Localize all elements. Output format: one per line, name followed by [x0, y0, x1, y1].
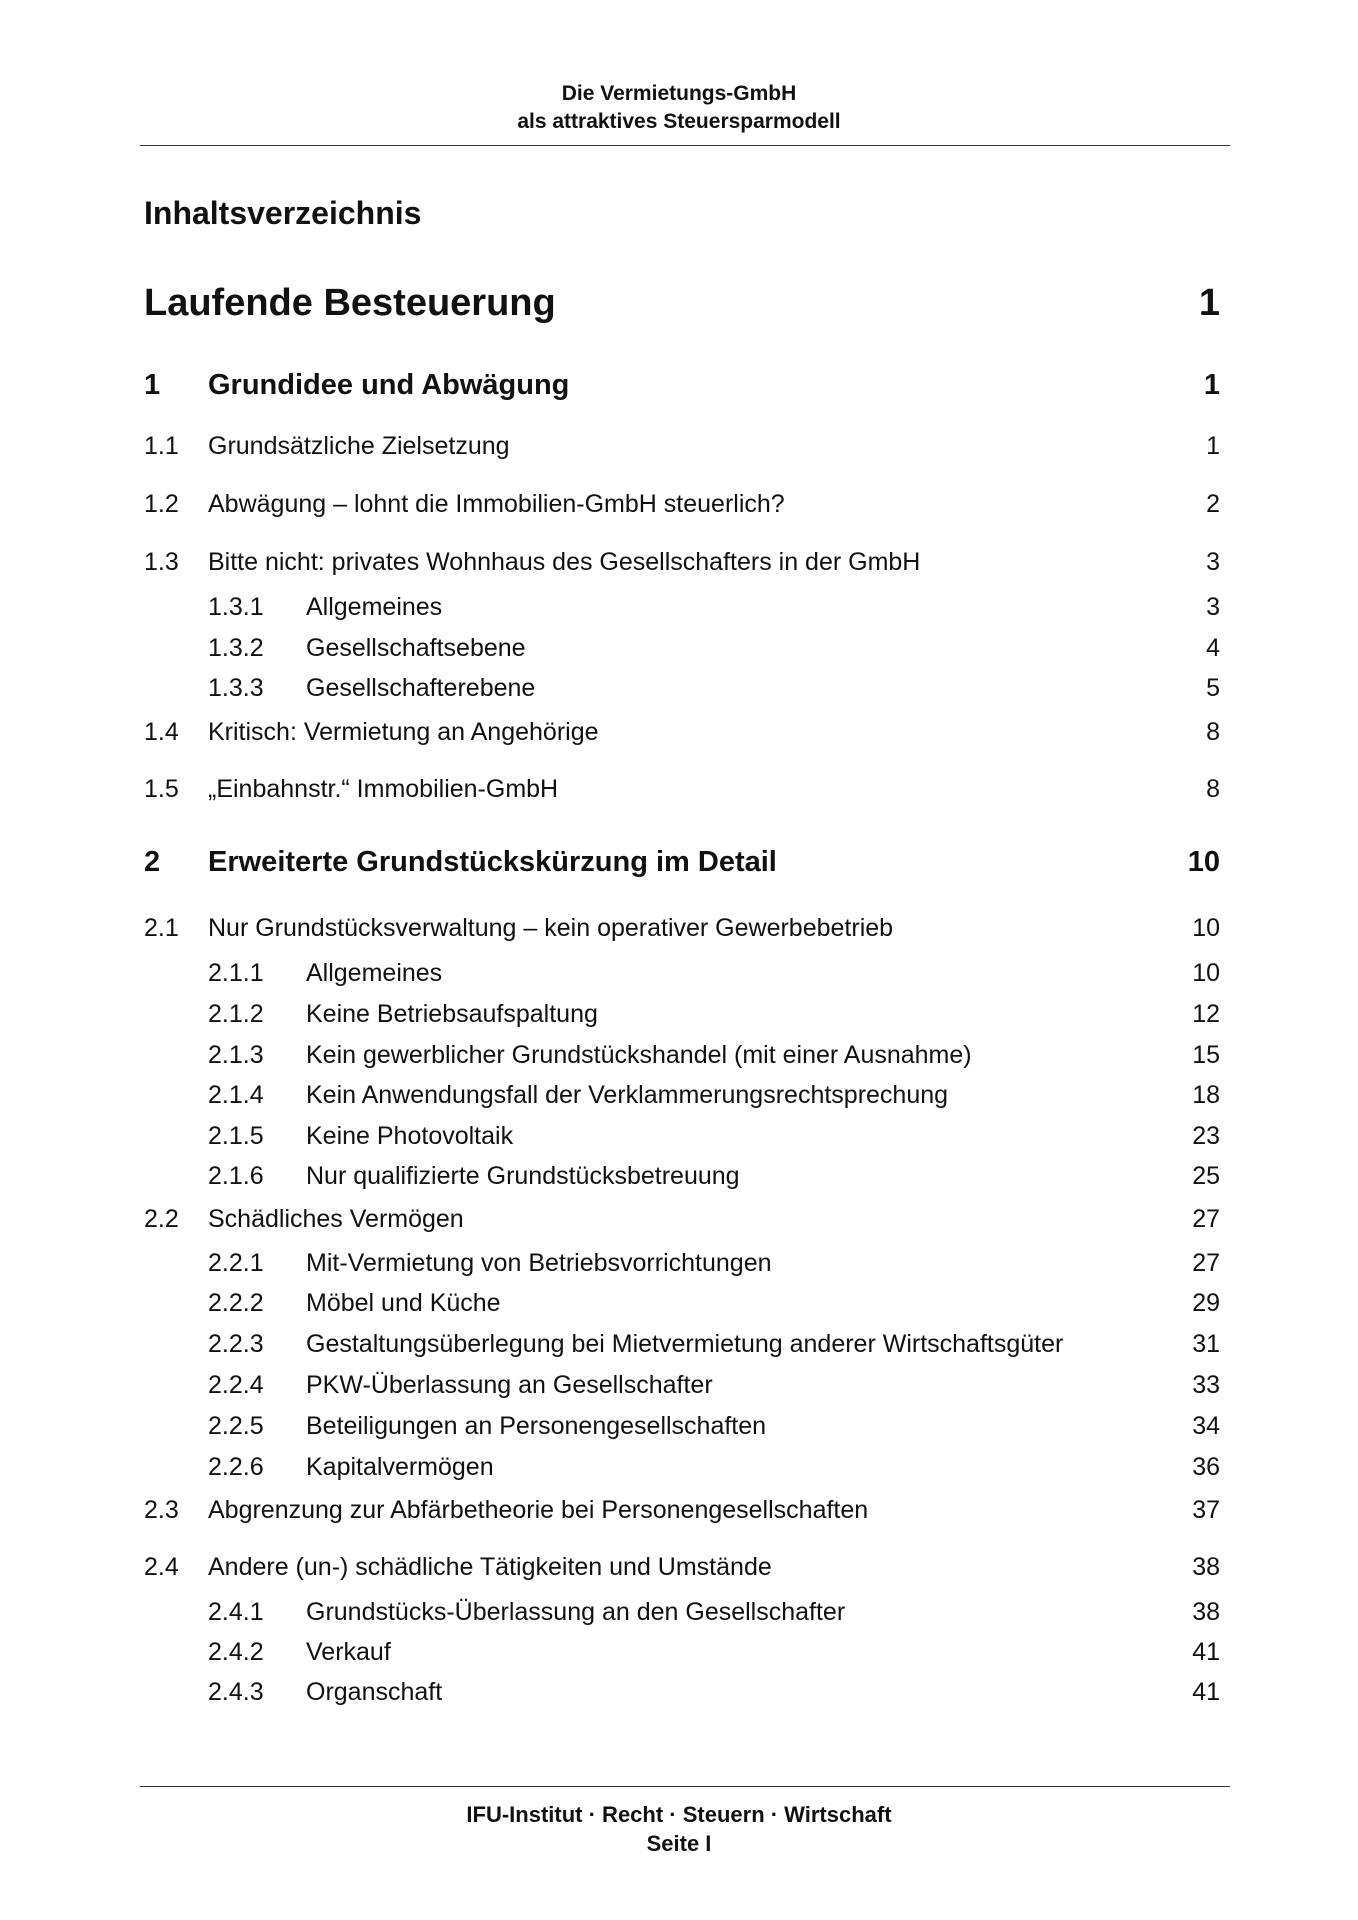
toc-entry-title: Organschaft	[306, 1678, 443, 1706]
toc-entry-2-3[interactable]	[144, 1494, 1220, 1534]
toc-entry-num: 2	[144, 846, 161, 878]
toc-entry-title: Grundstücks-Überlassung an den Gesellschafter	[306, 1598, 846, 1626]
toc-entry-page: 36	[1192, 1453, 1220, 1481]
toc-entry-page: 10	[1192, 914, 1220, 942]
toc-entry-page: 27	[1192, 1205, 1220, 1233]
toc-part-entry[interactable]	[144, 280, 1220, 324]
toc-entry-2-1-5[interactable]	[144, 1120, 1220, 1160]
toc-entry-page: 3	[1206, 548, 1220, 576]
toc-entry-page: 37	[1192, 1496, 1220, 1524]
toc-entry-title: Mit-Vermietung von Betriebsvorrichtungen	[306, 1249, 772, 1277]
toc-entry-num: 1.2	[144, 490, 179, 518]
toc-entry-title: Gesellschaftsebene	[306, 634, 526, 662]
toc-entry-title: Verkauf	[306, 1638, 391, 1666]
toc-entry-2-2[interactable]	[144, 1203, 1220, 1243]
toc-entry-page: 1	[1206, 432, 1220, 460]
toc-entry-num: 1.3.2	[208, 634, 264, 662]
toc-entry-title: Gestaltungsüberlegung bei Mietvermietung anderer Wirtschaftsgüter	[306, 1330, 1064, 1358]
toc-entry-num: 2.2.4	[208, 1371, 264, 1399]
toc-entry-page: 5	[1206, 674, 1220, 702]
toc-entry-title: Beteiligungen an Personengesellschaften	[306, 1412, 767, 1440]
toc-entry-page: 10	[1187, 846, 1220, 878]
toc-entry-title: PKW-Überlassung an Gesellschafter	[306, 1371, 713, 1399]
toc-entry-page: 10	[1192, 959, 1220, 987]
toc-entry-num: 2.4	[144, 1553, 179, 1581]
toc-entry-title: Keine Photovoltaik	[306, 1122, 514, 1150]
toc-entry-1-3-1[interactable]	[144, 591, 1220, 631]
footer-institute: IFU-Institut · Recht · Steuern · Wirtschaft	[466, 1802, 892, 1827]
toc-entry-2-2-5[interactable]	[144, 1410, 1220, 1450]
toc-entry-title: Grundsätzliche Zielsetzung	[208, 432, 510, 460]
toc-entry-num: 2.2.1	[208, 1249, 264, 1277]
toc-entry-2-4[interactable]	[144, 1551, 1220, 1591]
toc-entry-2-4-1[interactable]	[144, 1596, 1220, 1636]
toc-entry-page: 38	[1192, 1553, 1220, 1581]
toc-entry-page: 15	[1192, 1041, 1220, 1069]
toc-entry-num: 1.1	[144, 432, 179, 460]
toc-entry-num: 2.4.3	[208, 1678, 264, 1706]
toc-entry-num: 1.3.1	[208, 593, 264, 621]
toc-entry-num: 1.4	[144, 718, 179, 746]
toc-entry-1-3[interactable]	[144, 546, 1220, 586]
toc-entry-page: 33	[1192, 1371, 1220, 1399]
toc-entry-2-1-1[interactable]	[144, 957, 1220, 997]
toc-entry-2-1-3[interactable]	[144, 1039, 1220, 1079]
toc-entry-num: 2.2.3	[208, 1330, 264, 1358]
toc-entry-num: 2.1.1	[208, 959, 264, 987]
toc-entry-1-2[interactable]	[144, 488, 1220, 528]
toc-entry-num: 2.1.5	[208, 1122, 264, 1150]
toc-part-title: Laufende Besteuerung	[144, 282, 556, 324]
toc-entry-title: Abwägung – lohnt die Immobilien-GmbH steuerlich?	[208, 490, 785, 518]
toc-entry-page: 12	[1192, 1000, 1220, 1028]
toc-entry-title: Kein Anwendungsfall der Verklammerungsrechtsprechung	[306, 1081, 949, 1109]
toc-entry-num: 2.2.6	[208, 1453, 264, 1481]
toc-entry-1-3-2[interactable]	[144, 632, 1220, 672]
toc-entry-page: 2	[1206, 490, 1220, 518]
toc-entry-2-2-1[interactable]	[144, 1247, 1220, 1287]
toc-entry-2-2-3[interactable]	[144, 1328, 1220, 1368]
toc-entry-num: 2.2.2	[208, 1289, 264, 1317]
toc-entry-title: Nur Grundstücksverwaltung – kein operativer Gewerbebetrieb	[208, 914, 894, 942]
running-header	[0, 80, 1358, 136]
toc-entry-num: 2.3	[144, 1496, 179, 1524]
toc-entry-title: Nur qualifizierte Grundstücksbetreuung	[306, 1162, 740, 1190]
toc-part-page: 1	[1198, 282, 1220, 324]
toc-entry-num: 1.5	[144, 775, 179, 803]
header-title: Die Vermietungs-GmbH	[561, 82, 797, 105]
toc-entry-1[interactable]	[144, 367, 1220, 407]
toc-entry-page: 8	[1206, 718, 1220, 746]
toc-entry-num: 2.4.2	[208, 1638, 264, 1666]
toc-entry-num: 2.2.5	[208, 1412, 264, 1440]
toc-entry-2-1-2[interactable]	[144, 998, 1220, 1038]
toc-entry-title: Andere (un-) schädliche Tätigkeiten und Umstände	[208, 1553, 772, 1581]
toc-entry-title: Kein gewerblicher Grundstückshandel (mit einer Ausnahme)	[306, 1041, 972, 1069]
toc-entry-title: Erweiterte Grundstückskürzung im Detail	[208, 846, 777, 878]
toc-entry-page: 38	[1192, 1598, 1220, 1626]
footer-divider	[140, 1786, 1230, 1787]
toc-entry-page: 23	[1192, 1122, 1220, 1150]
toc-entry-page: 41	[1192, 1678, 1220, 1706]
toc-entry-2-4-2[interactable]	[144, 1636, 1220, 1676]
toc-entry-title: „Einbahnstr.“ Immobilien-GmbH	[208, 775, 559, 803]
toc-entry-title: Allgemeines	[306, 593, 443, 621]
running-footer	[0, 1800, 1358, 1858]
toc-entry-num: 1	[144, 369, 161, 401]
toc-entry-2-2-2[interactable]	[144, 1287, 1220, 1327]
toc-entry-num: 2.4.1	[208, 1598, 264, 1626]
toc-entry-page: 41	[1192, 1638, 1220, 1666]
toc-entry-2-1-4[interactable]	[144, 1079, 1220, 1119]
toc-entry-2-2-6[interactable]	[144, 1451, 1220, 1491]
header-divider	[140, 145, 1230, 146]
toc-entry-title: Kapitalvermögen	[306, 1453, 494, 1481]
toc-entry-page: 8	[1206, 775, 1220, 803]
toc-entry-num: 2.1.6	[208, 1162, 264, 1190]
toc-entry-1-3-3[interactable]	[144, 672, 1220, 712]
toc-entry-num: 2.1.3	[208, 1041, 264, 1069]
toc-entry-page: 25	[1192, 1162, 1220, 1190]
toc-entry-num: 2.1	[144, 914, 179, 942]
toc-entry-2-1[interactable]	[144, 912, 1220, 952]
header-subtitle: als attraktives Steuersparmodell	[517, 110, 841, 133]
toc-entry-page: 27	[1192, 1249, 1220, 1277]
toc-entry-num: 2.1.2	[208, 1000, 264, 1028]
toc-entry-num: 1.3	[144, 548, 179, 576]
toc-entry-1-4[interactable]	[144, 716, 1220, 756]
toc-entry-1-1[interactable]	[144, 430, 1220, 470]
toc-entry-title: Kritisch: Vermietung an Angehörige	[208, 718, 599, 746]
toc-entry-title: Keine Betriebsaufspaltung	[306, 1000, 598, 1028]
toc-entry-num: 2.2	[144, 1205, 179, 1233]
toc-entry-1-5[interactable]	[144, 773, 1220, 813]
toc-entry-2-2-4[interactable]	[144, 1369, 1220, 1409]
toc-heading: Inhaltsverzeichnis	[144, 195, 422, 231]
toc-entry-title: Bitte nicht: privates Wohnhaus des Gesellschafters in der GmbH	[208, 548, 921, 576]
toc-entry-title: Schädliches Vermögen	[208, 1205, 464, 1233]
toc-entry-2-1-6[interactable]	[144, 1160, 1220, 1200]
toc-entry-2-4-3[interactable]	[144, 1676, 1220, 1716]
toc-entry-title: Allgemeines	[306, 959, 443, 987]
toc-entry-page: 3	[1206, 593, 1220, 621]
toc-entry-num: 2.1.4	[208, 1081, 264, 1109]
toc-entry-page: 29	[1192, 1289, 1220, 1317]
toc-entry-title: Gesellschafterebene	[306, 674, 536, 702]
toc-entry-page: 34	[1192, 1412, 1220, 1440]
toc-entry-num: 1.3.3	[208, 674, 264, 702]
footer-page-number: Seite I	[646, 1831, 712, 1856]
toc-entry-page: 4	[1206, 634, 1220, 662]
toc-entry-title: Grundidee und Abwägung	[208, 369, 570, 401]
toc-entry-page: 31	[1192, 1330, 1220, 1358]
toc-entry-2[interactable]	[144, 844, 1220, 884]
toc-entry-page: 1	[1203, 369, 1220, 401]
toc-entry-page: 18	[1192, 1081, 1220, 1109]
toc-entry-title: Abgrenzung zur Abfärbetheorie bei Personengesellschaften	[208, 1496, 869, 1524]
toc-entry-title: Möbel und Küche	[306, 1289, 501, 1317]
